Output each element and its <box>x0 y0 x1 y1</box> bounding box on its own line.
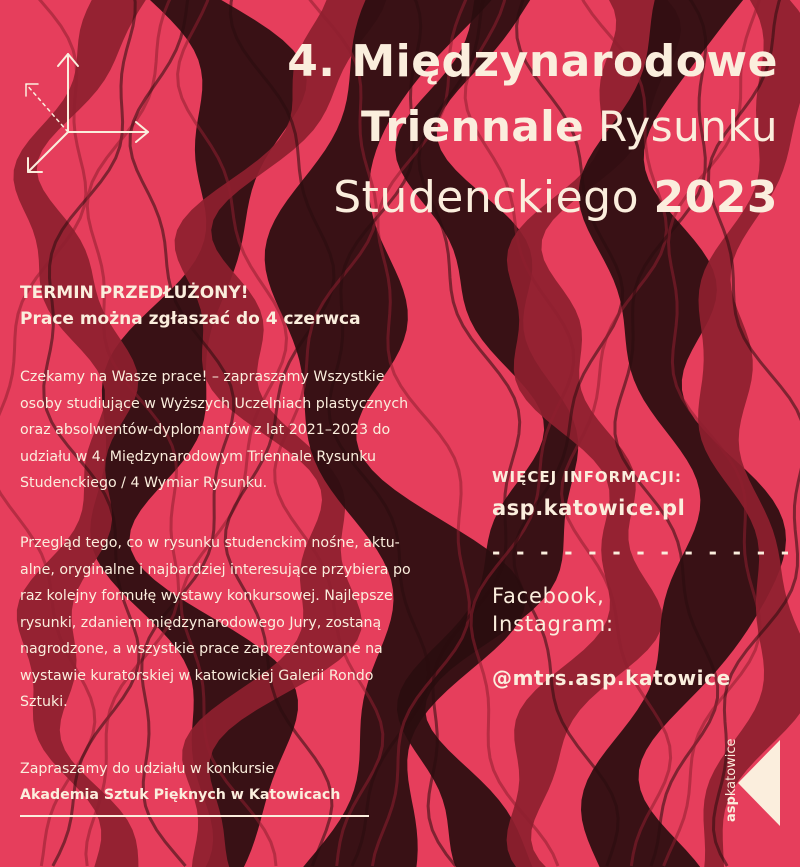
invitation-line: Zapraszamy do udziału w konkursie <box>20 761 275 777</box>
social-label <box>492 582 614 638</box>
deadline-date: Prace można zgłaszać do 4 czerwca <box>20 309 361 329</box>
title-year: 2023 <box>653 172 778 223</box>
paragraph-line: alne, oryginalne i najbardziej interesujące przybiera po <box>20 561 411 578</box>
paragraph-line: wystawie kuratorskiej w katowickiej Galerii Rondo <box>20 667 374 684</box>
social-instagram: Instagram: <box>492 612 614 636</box>
paragraph-line: Czekamy na Wasze prace! – zapraszamy Wszystkie <box>20 369 385 385</box>
paragraph-line: osoby studiujące w Wyższych Uczelniach plastycznych <box>20 395 409 412</box>
paragraph-line: Sztuki. <box>20 694 68 710</box>
paragraph-line: raz kolejny formułę wystawy konkursowej. Najlepsze <box>20 588 393 604</box>
social-handle-link[interactable]: @mtrs.asp.katowice <box>492 666 731 690</box>
invitation <box>20 756 340 808</box>
invitation-underline <box>20 815 369 817</box>
asp-logo-text <box>724 738 739 822</box>
more-info-label: WIĘCEJ INFORMACJI: <box>492 468 682 486</box>
dashed-divider: - - - - - - - - - - - - - <box>492 540 794 564</box>
deadline-notice <box>20 280 361 332</box>
social-facebook: Facebook, <box>492 584 605 608</box>
title-studenckiego: Studenckiego <box>333 172 640 223</box>
title-rysunku: Rysunku <box>597 102 778 151</box>
title-triennale: Triennale <box>360 102 585 151</box>
description-paragraph <box>20 530 482 716</box>
title-line-1: 4. Międzynarodowe <box>287 36 778 87</box>
intro-paragraph <box>20 364 482 497</box>
paragraph-line: Przegląd tego, co w rysunku studenckim nośne, aktu- <box>20 535 400 551</box>
paragraph-line: oraz absolwentów-dyplomantów z lat 2021–2023 do <box>20 422 391 438</box>
triangle-play-icon <box>738 740 780 826</box>
website-link[interactable]: asp.katowice.pl <box>492 496 686 520</box>
3d-axes-arrows-icon <box>18 48 154 178</box>
paragraph-line: Studenckiego / 4 Wymiar Rysunku. <box>20 475 268 491</box>
title-line-3 <box>333 172 778 223</box>
title-line-2 <box>361 102 778 151</box>
paragraph-line: udziału w 4. Międzynarodowym Triennale Rysunku <box>20 448 377 465</box>
logo-asp: asp <box>724 796 739 822</box>
deadline-heading: TERMIN PRZEDŁUŻONY! <box>20 283 249 303</box>
logo-katowice: katowice <box>724 738 739 797</box>
paragraph-line: rysunki, zdaniem międzynarodowego Jury, zostaną <box>20 614 382 631</box>
organizer-name: Akademia Sztuk Pięknych w Katowicach <box>20 787 341 803</box>
paragraph-line: nagrodzone, a wszystkie prace zaprezentowane na <box>20 641 383 657</box>
